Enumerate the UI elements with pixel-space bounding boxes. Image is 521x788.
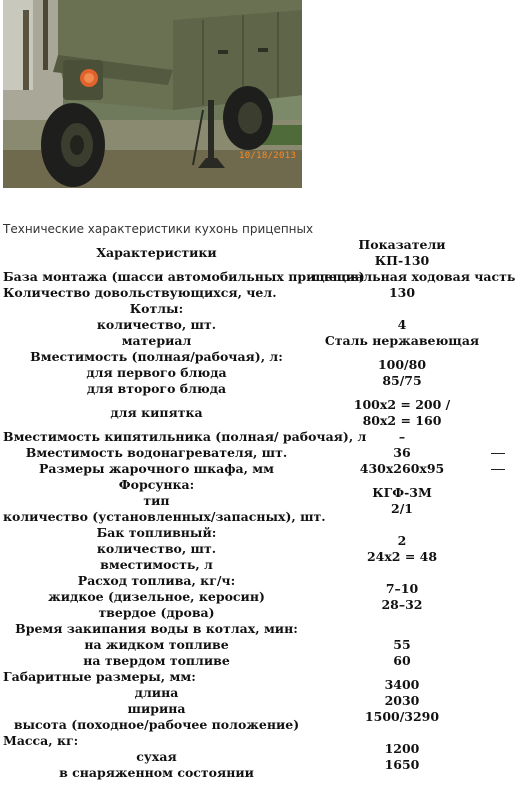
row-value: 100/80 xyxy=(377,357,427,372)
photo-date-stamp: 10/18/2013 xyxy=(239,151,297,161)
row-value: 2030 xyxy=(384,693,420,708)
table-caption: Технические характеристики кухонь прицепных xyxy=(3,222,314,236)
row-label: количество, шт. xyxy=(96,541,217,556)
row-label: длина xyxy=(134,685,179,700)
row-label: в снаряженном состоянии xyxy=(59,765,254,780)
row-value: 55 xyxy=(393,637,411,652)
row-label: жидкое (дизельное, керосин) xyxy=(48,589,265,604)
row-label: Расход топлива, кг/ч: xyxy=(77,573,236,588)
row-label: для второго блюда xyxy=(86,381,227,396)
row-value: специальная ходовая часть xyxy=(312,269,516,284)
row-value: 1200 xyxy=(384,741,420,756)
row-value: 24x2 = 48 xyxy=(366,549,438,564)
row-value: Сталь нержавеющая xyxy=(324,333,480,348)
row-label: Котлы: xyxy=(129,301,184,316)
row-value: 60 xyxy=(393,653,411,668)
row-label: количество (установленных/запасных), шт. xyxy=(3,509,326,524)
row-value: 2/1 xyxy=(391,501,413,516)
row-value: 28–32 xyxy=(381,597,423,612)
row-label: высота (походное/рабочее положение) xyxy=(13,717,300,732)
row-value: 2 xyxy=(397,533,407,548)
row-label: вместимость, л xyxy=(100,557,213,572)
row-label: Габаритные размеры, мм: xyxy=(3,669,196,684)
header-model: КП-130 xyxy=(374,253,430,268)
dash-mark xyxy=(491,469,505,470)
row-label: материал xyxy=(121,333,192,348)
row-label: количество, шт. xyxy=(96,317,217,332)
row-value: 3400 xyxy=(384,677,420,692)
row-label: Количество довольствующихся, чел. xyxy=(3,285,277,300)
row-value: 430x260x95 xyxy=(359,461,445,476)
row-label: Форсунка: xyxy=(118,477,195,492)
row-label: тип xyxy=(143,493,170,508)
row-label: Вместимость водонагревателя, шт. xyxy=(25,445,288,460)
row-value: 85/75 xyxy=(382,373,422,388)
row-value: 7–10 xyxy=(385,581,419,596)
row-value: 4 xyxy=(397,317,407,332)
header-characteristics: Характеристики xyxy=(96,245,217,260)
row-label: для первого блюда xyxy=(86,365,227,380)
row-value: 1650 xyxy=(384,757,420,772)
row-label: Вместимость кипятильника (полная/ рабочая), л xyxy=(3,429,367,444)
row-label: База монтажа (шасси автомобильных прицепов) xyxy=(3,269,365,284)
row-label: на твердом топливе xyxy=(83,653,230,668)
row-label: Время закипания воды в котлах, мин: xyxy=(15,621,298,636)
row-value: 100x2 = 200 / xyxy=(353,397,451,412)
row-value: 130 xyxy=(388,285,416,300)
row-label: Бак топливный: xyxy=(96,525,217,540)
row-label: Размеры жарочного шкафа, мм xyxy=(38,461,275,476)
row-value: 1500/3290 xyxy=(364,709,440,724)
trailer-photo xyxy=(3,0,302,188)
row-label: ширина xyxy=(127,701,186,716)
row-label: сухая xyxy=(136,749,177,764)
row-value: – xyxy=(398,429,406,444)
row-label: Вместимость (полная/рабочая), л: xyxy=(30,349,283,364)
dash-mark xyxy=(491,453,505,454)
row-label: для кипятка xyxy=(110,405,203,420)
row-value: КГФ-3М xyxy=(372,485,432,500)
row-value: 36 xyxy=(393,445,411,460)
row-label: Масса, кг: xyxy=(3,733,79,748)
row-label: на жидком топливе xyxy=(84,637,229,652)
row-value-continued: 80x2 = 160 xyxy=(362,413,442,428)
row-label: твердое (дрова) xyxy=(98,605,215,620)
header-values: Показатели xyxy=(358,237,446,252)
